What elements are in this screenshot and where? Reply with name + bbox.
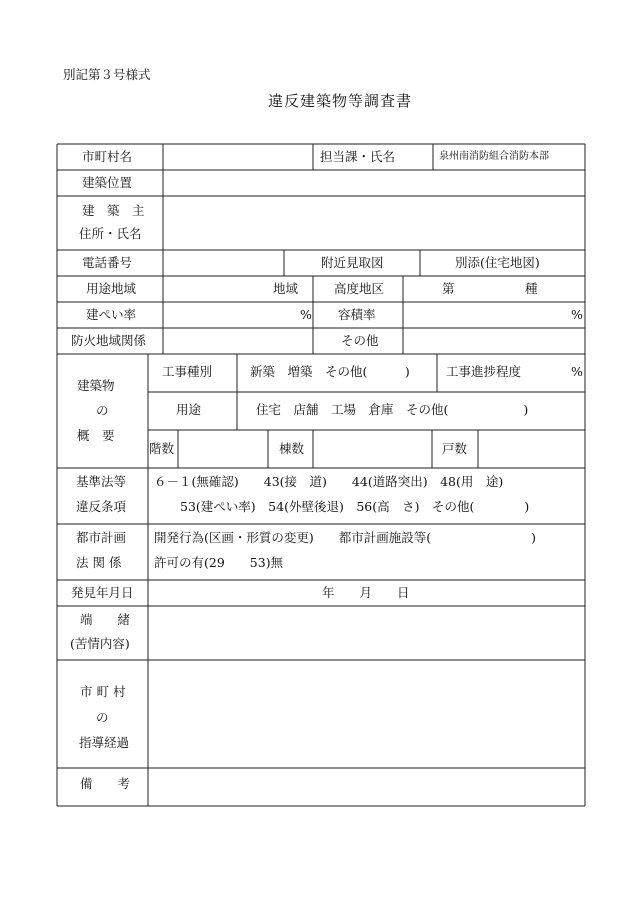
building-location-label: 建築位置 bbox=[82, 175, 133, 190]
buildings-count-label: 棟数 bbox=[279, 441, 305, 456]
municipality-guidance-label: 市 町 村 bbox=[80, 684, 126, 699]
guidance-history-label: 指導経過 bbox=[79, 735, 130, 750]
violation-clauses-line-1: ６－１(無確認) 43(接 道) 44(道路突出) 48(用 途) bbox=[154, 474, 504, 489]
phone-label: 電話番号 bbox=[82, 255, 133, 270]
coverage-ratio-label: 建ぺい率 bbox=[86, 307, 137, 322]
other-label: その他 bbox=[341, 333, 379, 348]
use-options: 住宅 店舗 工場 倉庫 その他( ) bbox=[256, 402, 529, 417]
overview-label-summary: 概 要 bbox=[77, 428, 115, 443]
units-count-label: 戸数 bbox=[442, 441, 468, 456]
owner-address-label: 住所・氏名 bbox=[79, 226, 142, 241]
zoning-label: 用途地域 bbox=[86, 281, 137, 296]
guidance-label-of: の bbox=[96, 710, 109, 725]
form-number: 別記第３号様式 bbox=[63, 67, 151, 82]
height-district-label: 高度地区 bbox=[334, 281, 385, 296]
floor-area-ratio-unit: % bbox=[571, 307, 583, 322]
violation-label: 基準法等 bbox=[76, 474, 127, 489]
use-label: 用途 bbox=[176, 402, 202, 417]
city-planning-line-1: 開発行為(区画・形質の変更) 都市計画施設等( ) bbox=[154, 530, 537, 545]
city-planning-law-label: 法 関 係 bbox=[76, 555, 122, 570]
attachment-label: 別添(住宅地図) bbox=[455, 255, 540, 270]
height-district-no: 第 bbox=[442, 281, 455, 296]
origin-label: 端 緒 bbox=[80, 612, 131, 627]
document-title: 違反建築物等調査書 bbox=[268, 92, 413, 110]
discovery-date-label: 発見年月日 bbox=[71, 585, 134, 600]
vicinity-map-label: 附近見取図 bbox=[321, 255, 384, 270]
city-planning-label: 都市計画 bbox=[76, 530, 127, 545]
municipality-label: 市町村名 bbox=[82, 149, 133, 164]
overview-label-of: の bbox=[96, 403, 109, 418]
work-type-options: 新築 増築 その他( ) bbox=[250, 364, 410, 379]
progress-unit: % bbox=[571, 364, 583, 379]
overview-label: 建築物 bbox=[77, 378, 115, 393]
coverage-ratio-unit: % bbox=[300, 307, 312, 322]
city-planning-line-2: 許可の有(29 53)無 bbox=[154, 555, 284, 570]
department-label: 担当課・氏名 bbox=[320, 149, 396, 164]
floors-label: 階数 bbox=[149, 441, 175, 456]
progress-label: 工事進捗程度 bbox=[446, 364, 522, 379]
owner-label: 建 築 主 bbox=[82, 203, 145, 218]
fire-zone-label: 防火地域関係 bbox=[71, 333, 147, 348]
department-value: 泉州南消防組合消防本部 bbox=[439, 151, 549, 162]
violation-clauses-line-2: 53(建ぺい率) 54(外壁後退) 56(高 さ) その他( ) bbox=[180, 499, 530, 514]
height-district-type: 種 bbox=[525, 281, 538, 296]
remarks-label: 備 考 bbox=[80, 776, 131, 791]
violation-clause-label: 違反条項 bbox=[76, 499, 127, 514]
floor-area-ratio-label: 容積率 bbox=[338, 307, 376, 322]
work-type-label: 工事種別 bbox=[162, 364, 213, 379]
zoning-suffix: 地域 bbox=[273, 281, 299, 296]
complaint-content-label: (苦情内容) bbox=[70, 636, 130, 651]
discovery-date-format: 年 月 日 bbox=[322, 585, 410, 600]
